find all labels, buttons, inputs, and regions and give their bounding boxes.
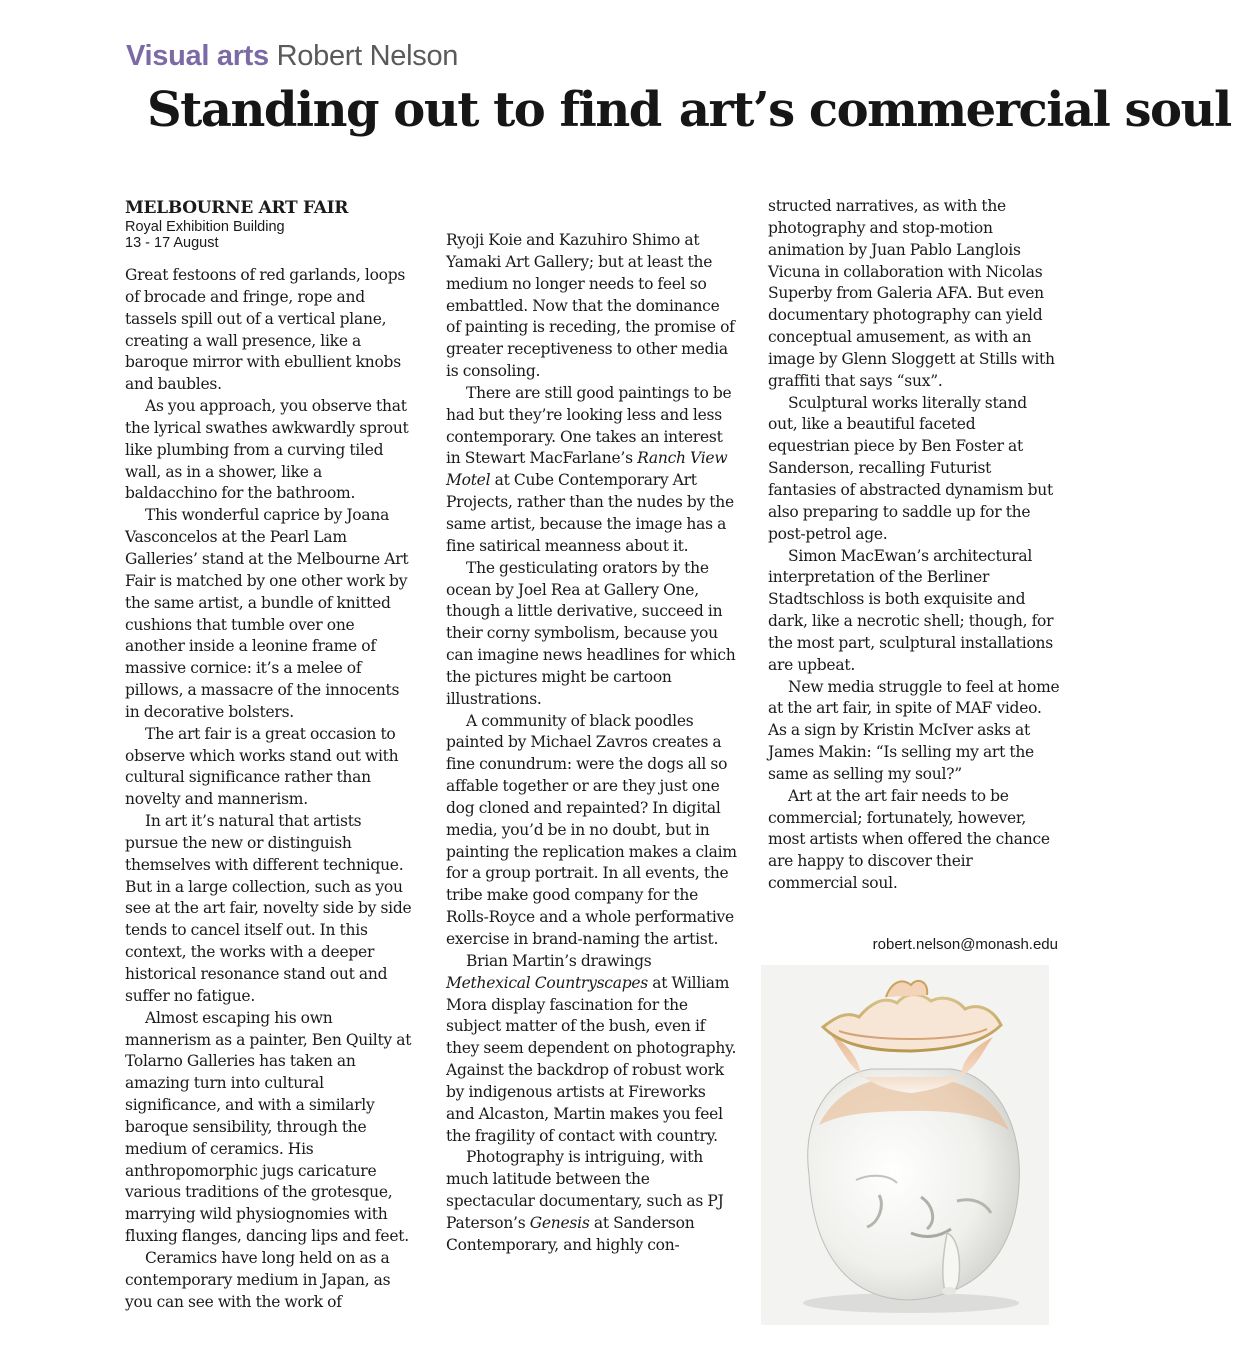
event-fact-box: [125, 197, 415, 251]
paragraph-text: There are still good paintings to be had but they’re looking less and less contemporary. One takes an interest in Stewart MacFarlane’s: [446, 383, 732, 468]
article-column-3: [768, 196, 1060, 895]
section-name: Visual arts: [126, 40, 269, 72]
paragraph: Art at the art fair needs to be commercial; fortunately, however, most artists when offered the chance are happy to discover their commercial soul.: [768, 786, 1050, 893]
headline-part-2: art’s commercial soul: [678, 82, 1231, 138]
paragraph: [446, 951, 738, 1148]
paragraph-continued: Ryoji Koie and Kazuhiro Shimo at Yamaki Art Gallery; but at least the medium no longer needs to feel so embattled. Now that the dominance of painting is receding, the promise of greater receptiveness to other media is consoling.: [446, 231, 735, 381]
event-dates: 13 - 17 August: [125, 235, 219, 251]
paragraph: This wonderful caprice by Joana Vasconcelos at the Pearl Lam Galleries’ stand at the Melbourne Art Fair is matched by one other work by the same artist, a bundle of knitted cushions that tumble over one another inside a leonine frame of massive cornice: it’s a melee of pillows, a massacre of the innocents in decorative bolsters.: [125, 506, 409, 721]
paragraph: Simon MacEwan’s architectural interpretation of the Berliner Stadtschloss is both exquisite and dark, like a necrotic shell; though, for the most part, sculptural installations are upbeat.: [768, 546, 1054, 674]
headline-part-1: Standing out to find: [147, 82, 661, 138]
paragraph-text: at Sanderson Contemporary, and highly con-: [446, 1213, 695, 1254]
paragraph: The gesticulating orators by the ocean by Joel Rea at Gallery One, though a little derivative, succeed in their corny symbolism, because you can imagine news headlines for which the pictures might be cartoon illustrations.: [446, 558, 736, 708]
author-name: Robert Nelson: [276, 40, 459, 72]
paragraph: Great festoons of red garlands, loops of brocade and fringe, rope and tassels spill out of a vertical plane, creating a wall presence, like a baroque mirror with ebullient knobs and baubles.: [125, 266, 406, 394]
article-column-1: [125, 265, 415, 1314]
article-column-2: [446, 230, 738, 1257]
section-kicker: [126, 40, 458, 73]
ceramic-jug-photo: [761, 965, 1049, 1325]
paragraph: A community of black poodles painted by Michael Zavros creates a fine conundrum: were the dogs all so affable together or are they just one dog cloned and repainted? In digital media, you’d be in no doubt, but in painting the replication makes a claim for a group portrait. In all events, the tribe make good company for the Rolls-Royce and a whole performative exercise in brand-naming the artist.: [446, 711, 737, 948]
paragraph-text: Photography is intriguing, with much latitude between the spectacular documentary, such as PJ Paterson’s: [446, 1148, 724, 1232]
event-title: MELBOURNE ART FAIR: [125, 198, 349, 218]
author-email: robert.nelson@monash.edu: [872, 936, 1058, 953]
headline: [147, 82, 1231, 138]
paragraph: In art it’s natural that artists pursue the new or distinguish themselves with different technique. But in a large collection, such as you see at the art fair, novelty side by side tends to cancel itself out. In this context, the works with a deeper historical resonance stand out and suffer no fatigue.: [125, 812, 412, 1005]
paragraph: [446, 1147, 738, 1256]
paragraph: [446, 383, 738, 558]
artwork-title: Ranch View Motel: [446, 449, 728, 490]
paragraph: Almost escaping his own mannerism as a painter, Ben Quilty at Tolarno Galleries has taken an amazing turn into cultural significance, and with a similarly baroque sensibility, through the medium of ceramics. His anthropomorphic jugs caricature various traditions of the grotesque, marrying wild physiognomies with fluxing flanges, dancing lips and feet.: [125, 1008, 412, 1246]
paragraph: The art fair is a great occasion to observe which works stand out with cultural significance rather than novelty and mannerism.: [125, 724, 399, 809]
event-venue: Royal Exhibition Building: [125, 219, 285, 235]
artwork-title: Methexical Countryscapes: [446, 973, 649, 992]
artwork-title: Genesis: [529, 1213, 590, 1232]
paragraph: Sculptural works literally stand out, like a beautiful faceted equestrian piece by Ben Foster at Sanderson, recalling Futurist fantasies of abstracted dynamism but also preparing to saddle up for the post-petrol age.: [768, 393, 1053, 543]
paragraph: As you approach, you observe that the lyrical swathes awkwardly sprout like plumbing from a curving tiled wall, as in a shower, like a baldacchino for the bathroom.: [125, 397, 409, 503]
paragraph-continued: structed narratives, as with the photography and stop-motion animation by Juan Pablo Langlois Vicuna in collaboration with Nicolas Superby from Galeria AFA. But even documentary photography can yield conceptual amusement, as with an image by Glenn Sloggett at Stills with graffiti that says “sux”.: [768, 197, 1055, 390]
paragraph-text: at William Mora display fascination for the subject matter of the bush, even if they seem dependent on photography. Against the backdrop of robust work by indigenous artists at Fireworks and Alcaston, Martin makes you feel the fragility of contact with country.: [446, 973, 737, 1145]
ceramic-jug-illustration: [761, 965, 1049, 1325]
paragraph-text: Brian Martin’s drawings: [466, 951, 652, 970]
paragraph: New media struggle to feel at home at the art fair, in spite of MAF video. As a sign by Kristin McIver asks at James Makin: “Is selling my art the same as selling my soul?”: [768, 677, 1060, 783]
paragraph-text: at Cube Contemporary Art Projects, rather than the nudes by the same artist, because the image has a fine satirical meanness about it.: [446, 471, 734, 555]
paragraph: Ceramics have long held on as a contemporary medium in Japan, as you can see with the work of: [125, 1248, 391, 1311]
